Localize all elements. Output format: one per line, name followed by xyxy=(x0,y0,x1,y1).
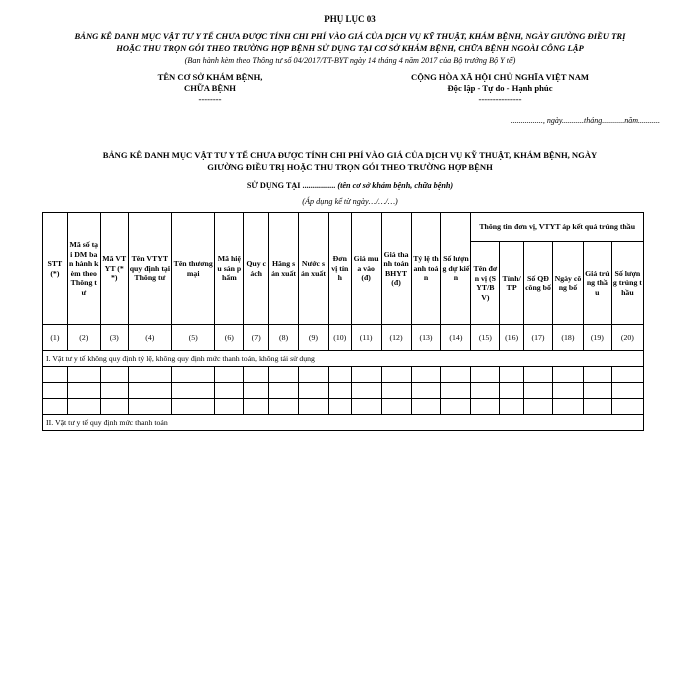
column-header: Tên VTYT quy định tại Thông tư xyxy=(128,213,171,325)
column-number: (6) xyxy=(215,325,244,351)
table-cell xyxy=(552,399,583,415)
header-row-1 xyxy=(43,213,644,242)
section-label: I. Vật tư y tế không quy định tỷ lệ, không quy định mức thanh toán, không tái sử dụng xyxy=(43,351,644,367)
column-number: (7) xyxy=(244,325,269,351)
table-cell xyxy=(381,399,411,415)
applied-from: (Áp dụng kể từ ngày…/…/…) xyxy=(302,197,398,206)
table-cell xyxy=(299,383,329,399)
table-cell xyxy=(471,367,500,383)
table-cell xyxy=(351,383,381,399)
column-number: (3) xyxy=(100,325,128,351)
column-header: Số QĐ công bố xyxy=(524,242,553,325)
column-number: (2) xyxy=(67,325,100,351)
main-title-line2: HOẶC THU TRỌN GÓI THEO TRƯỜNG HỢP BỆNH SỬ DỤNG TẠI CƠ SỞ KHÁM BỆNH, CHỮA BỆNH NGOÀI CÔNG LẬP xyxy=(116,43,584,53)
section-row-1 xyxy=(43,351,644,367)
table-cell xyxy=(172,367,215,383)
appendix-label: PHỤ LỤC 03 xyxy=(324,14,376,24)
column-number: (9) xyxy=(299,325,329,351)
column-header: Tên thương mại xyxy=(172,213,215,325)
facility-line1: TÊN CƠ SỞ KHÁM BỆNH, xyxy=(157,72,263,82)
table-cell xyxy=(67,367,100,383)
table-cell xyxy=(215,367,244,383)
section-row-2 xyxy=(43,415,644,431)
table-cell xyxy=(128,367,171,383)
column-number: (19) xyxy=(583,325,611,351)
column-header: Giá thanh toán BHYT (đ) xyxy=(381,213,411,325)
table-cell xyxy=(471,399,500,415)
table-cell xyxy=(524,399,553,415)
table-cell xyxy=(244,383,269,399)
main-title-line1: BẢNG KÊ DANH MỤC VẬT TƯ Y TẾ CHƯA ĐƯỢC TÍNH CHI PHÍ VÀO GIÁ CỦA DỊCH VỤ KỸ THUẬT, KHÁM BỆNH, NGÀY GIƯỜNG ĐIỀU TRỊ xyxy=(74,31,626,41)
table-cell xyxy=(67,383,100,399)
column-number: (14) xyxy=(441,325,471,351)
table-cell xyxy=(269,399,299,415)
table-cell xyxy=(552,367,583,383)
facility-block xyxy=(150,72,270,105)
table-cell xyxy=(100,367,128,383)
usage-place xyxy=(0,181,700,190)
table-cell xyxy=(524,367,553,383)
column-header: Số lượng trúng thầu xyxy=(611,242,643,325)
table-cell xyxy=(328,399,351,415)
table-cell xyxy=(552,383,583,399)
table-cell xyxy=(128,399,171,415)
table-title-line2: GIƯỜNG ĐIỀU TRỊ HOẶC THU TRỌN GÓI THEO TRƯỜNG HỢP BỆNH xyxy=(207,162,493,172)
column-number: (10) xyxy=(328,325,351,351)
table-cell xyxy=(411,367,441,383)
column-header: Mã VTYT (**) xyxy=(100,213,128,325)
table-row xyxy=(43,399,644,415)
table-cell xyxy=(441,367,471,383)
table-cell xyxy=(351,399,381,415)
section-label: II. Vật tư y tế quy định mức thanh toán xyxy=(43,415,644,431)
table-cell xyxy=(611,399,643,415)
nation-line2: Độc lập - Tự do - Hạnh phúc xyxy=(447,83,553,93)
column-header: Tỷ lệ thanh toán xyxy=(411,213,441,325)
table-cell xyxy=(172,383,215,399)
table-cell xyxy=(269,367,299,383)
table-cell xyxy=(100,399,128,415)
facility-line2: CHỮA BỆNH xyxy=(184,83,236,93)
usage-place-label: SỬ DỤNG TẠI ................ xyxy=(246,181,336,190)
column-header: Tên đơn vị (SYT/BV) xyxy=(471,242,500,325)
table-cell xyxy=(299,399,329,415)
table-cell xyxy=(411,399,441,415)
table-cell xyxy=(244,367,269,383)
column-header: Mã số tại DM ban hành kèm theo Thông tư xyxy=(67,213,100,325)
table-cell xyxy=(128,383,171,399)
column-number: (20) xyxy=(611,325,643,351)
table-cell xyxy=(441,399,471,415)
column-number: (12) xyxy=(381,325,411,351)
table-title-line1: BẢNG KÊ DANH MỤC VẬT TƯ Y TẾ CHƯA ĐƯỢC TÍNH CHI PHÍ VÀO GIÁ CỦA DỊCH VỤ KỸ THUẬT, KHÁM BỆNH, NGÀY xyxy=(102,150,598,160)
nation-block xyxy=(380,72,620,105)
column-header: Nước sản xuất xyxy=(299,213,329,325)
table-cell xyxy=(500,399,524,415)
column-number: (5) xyxy=(172,325,215,351)
column-number: (13) xyxy=(411,325,441,351)
table-cell xyxy=(583,399,611,415)
table-cell xyxy=(244,399,269,415)
table-cell xyxy=(611,383,643,399)
column-number: (8) xyxy=(269,325,299,351)
table-cell xyxy=(43,399,68,415)
nation-dash: --------------- xyxy=(478,94,522,104)
column-number: (16) xyxy=(500,325,524,351)
table-cell xyxy=(524,383,553,399)
column-number-row xyxy=(43,325,644,351)
column-header: Tỉnh/TP xyxy=(500,242,524,325)
main-title xyxy=(40,30,660,54)
column-number: (11) xyxy=(351,325,381,351)
table-cell xyxy=(583,367,611,383)
table-cell xyxy=(215,383,244,399)
group-header: Thông tin đơn vị, VTYT áp kết quả trúng thầu xyxy=(471,213,644,242)
column-header: Giá trúng thầu xyxy=(583,242,611,325)
table-cell xyxy=(100,383,128,399)
table-cell xyxy=(471,383,500,399)
issuance-note: (Ban hành kèm theo Thông tư số 04/2017/TT-BYT ngày 14 tháng 4 năm 2017 của Bộ trưởng Bộ Y tế) xyxy=(184,56,516,65)
column-header: Giá mua vào (đ) xyxy=(351,213,381,325)
nation-line1: CỘNG HÒA XÃ HỘI CHỦ NGHĨA VIỆT NAM xyxy=(410,72,590,82)
column-number: (1) xyxy=(43,325,68,351)
column-header: Số lượng dự kiến xyxy=(441,213,471,325)
column-number: (4) xyxy=(128,325,171,351)
table-cell xyxy=(381,383,411,399)
column-header: Ngày công bố xyxy=(552,242,583,325)
column-number: (18) xyxy=(552,325,583,351)
table-cell xyxy=(269,383,299,399)
table-row xyxy=(43,367,644,383)
table-cell xyxy=(611,367,643,383)
column-header: STT (*) xyxy=(43,213,68,325)
table-cell xyxy=(441,383,471,399)
table-title xyxy=(50,149,650,173)
supplies-table xyxy=(42,212,644,431)
table-cell xyxy=(583,383,611,399)
table-row xyxy=(43,383,644,399)
column-header: Quy cách xyxy=(244,213,269,325)
table-cell xyxy=(500,367,524,383)
table-cell xyxy=(299,367,329,383)
date-line: ................, ngày...........tháng...........năm........... xyxy=(510,116,660,125)
column-number: (15) xyxy=(471,325,500,351)
table-cell xyxy=(215,399,244,415)
table-cell xyxy=(43,383,68,399)
column-header: Đơn vị tính xyxy=(328,213,351,325)
usage-place-note: (tên cơ sở khám bệnh, chữa bệnh) xyxy=(337,181,454,190)
table-cell xyxy=(328,367,351,383)
table-cell xyxy=(500,383,524,399)
column-header: Mã hiệu sản phẩm xyxy=(215,213,244,325)
table-cell xyxy=(328,383,351,399)
table-cell xyxy=(172,399,215,415)
table-cell xyxy=(381,367,411,383)
table-cell xyxy=(67,399,100,415)
table-cell xyxy=(43,367,68,383)
facility-dash: -------- xyxy=(198,94,222,104)
column-header: Hãng sản xuất xyxy=(269,213,299,325)
table-cell xyxy=(411,383,441,399)
column-number: (17) xyxy=(524,325,553,351)
table-cell xyxy=(351,367,381,383)
